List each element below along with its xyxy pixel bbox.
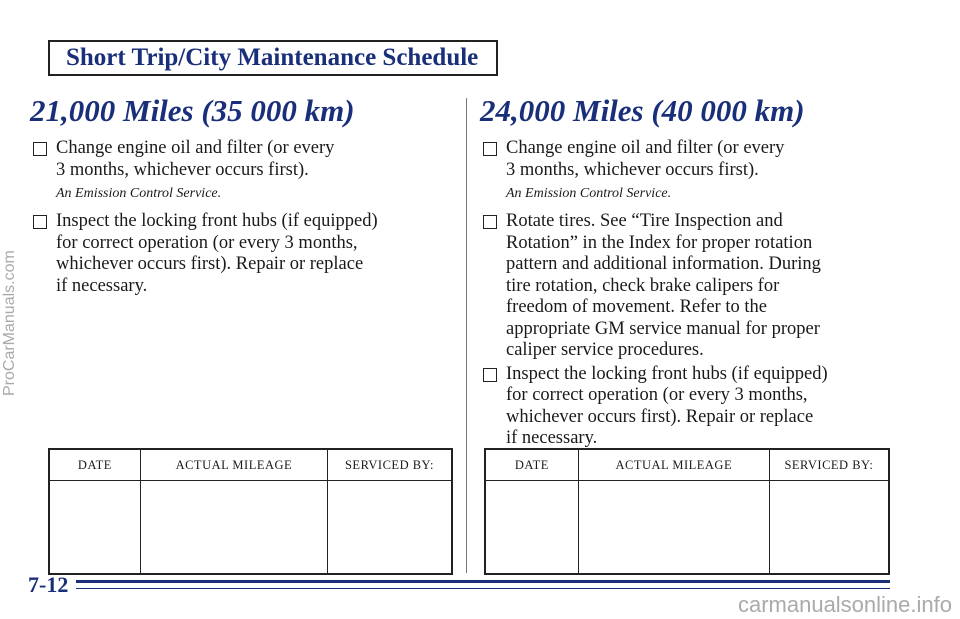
task-line: whichever occurs first). Repair or replace bbox=[506, 406, 814, 427]
task-line: freedom of movement. Refer to the bbox=[506, 297, 767, 317]
column-header-serviced-by: SERVICED BY: bbox=[327, 449, 452, 481]
task-line: 3 months, whichever occurs first). bbox=[56, 159, 309, 180]
watermark-left: ProCarManuals.com bbox=[1, 250, 18, 396]
footer-rule bbox=[76, 588, 890, 589]
task-line: Inspect the locking front hubs (if equipped) bbox=[56, 211, 378, 231]
task-line: Change engine oil and filter (or every bbox=[506, 138, 785, 158]
serviced-by-cell[interactable] bbox=[327, 481, 452, 575]
task-inspect-hubs bbox=[480, 364, 900, 450]
column-header-mileage: ACTUAL MILEAGE bbox=[140, 449, 327, 481]
date-cell[interactable] bbox=[49, 481, 140, 575]
mileage-cell[interactable] bbox=[578, 481, 769, 575]
checkbox-icon[interactable] bbox=[483, 368, 497, 382]
mileage-cell[interactable] bbox=[140, 481, 327, 575]
emission-note: An Emission Control Service. bbox=[56, 186, 222, 201]
task-line: whichever occurs first). Repair or replace bbox=[56, 254, 364, 274]
column-header-date: DATE bbox=[49, 449, 140, 481]
checkbox-icon[interactable] bbox=[33, 215, 47, 229]
column-header-date: DATE bbox=[485, 449, 578, 481]
task-line: tire rotation, check brake calipers for bbox=[506, 275, 780, 296]
date-cell[interactable] bbox=[485, 481, 578, 575]
schedule-title: Short Trip/City Maintenance Schedule bbox=[48, 40, 498, 76]
task-line: Rotation” in the Index for proper rotation bbox=[506, 232, 813, 253]
task-rotate-tires bbox=[480, 211, 900, 362]
task-oil-change bbox=[480, 138, 900, 203]
task-line: for correct operation (or every 3 months, bbox=[506, 385, 808, 405]
serviced-by-cell[interactable] bbox=[769, 481, 889, 575]
interval-heading-24000: 24,000 Miles (40 000 km) bbox=[480, 93, 805, 128]
task-line: appropriate GM service manual for proper bbox=[506, 318, 820, 339]
footer-rule bbox=[76, 580, 890, 583]
task-line: caliper service procedures. bbox=[506, 340, 704, 360]
task-line: pattern and additional information. During bbox=[506, 254, 821, 274]
checkbox-icon[interactable] bbox=[483, 215, 497, 229]
task-line: 3 months, whichever occurs first). bbox=[506, 159, 759, 180]
task-line: Change engine oil and filter (or every bbox=[56, 138, 335, 158]
task-line: if necessary. bbox=[56, 275, 148, 296]
column-header-serviced-by: SERVICED BY: bbox=[769, 449, 889, 481]
task-inspect-hubs bbox=[30, 211, 450, 297]
right-column bbox=[480, 92, 900, 452]
service-record-table bbox=[48, 448, 453, 575]
page-number: 7-12 bbox=[28, 572, 69, 597]
emission-note: An Emission Control Service. bbox=[506, 186, 672, 201]
watermark-bottom: carmanualsonline.info bbox=[737, 592, 952, 617]
task-line: for correct operation (or every 3 months, bbox=[56, 232, 358, 253]
checkbox-icon[interactable] bbox=[33, 142, 47, 156]
task-line: if necessary. bbox=[506, 428, 598, 448]
checkbox-icon[interactable] bbox=[483, 142, 497, 156]
task-line: Inspect the locking front hubs (if equipped) bbox=[506, 363, 828, 384]
left-column bbox=[30, 92, 450, 299]
interval-heading-21000: 21,000 Miles (35 000 km) bbox=[30, 93, 355, 128]
column-header-mileage: ACTUAL MILEAGE bbox=[578, 449, 769, 481]
service-record-table bbox=[484, 448, 890, 575]
task-line: Rotate tires. See “Tire Inspection and bbox=[506, 211, 783, 231]
task-oil-change bbox=[30, 138, 450, 203]
column-divider bbox=[466, 98, 467, 573]
